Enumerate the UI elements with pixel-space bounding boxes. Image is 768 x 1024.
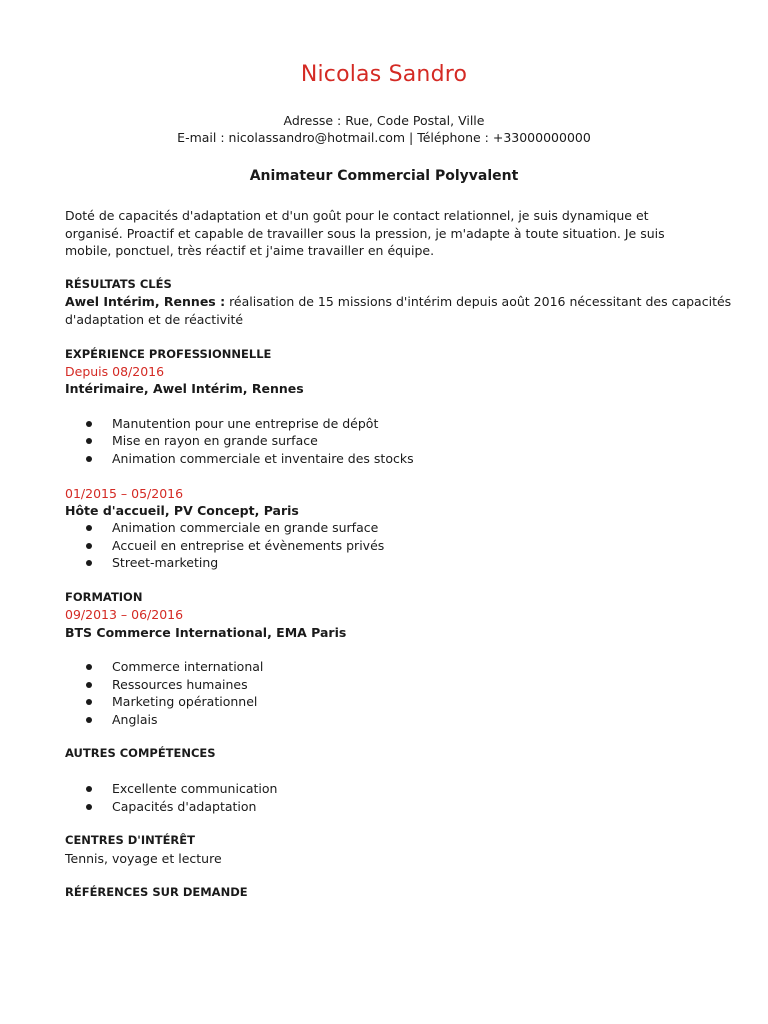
bullet-text: Excellente communication [112, 781, 278, 796]
bullet-icon [86, 717, 92, 723]
bullet-text: Animation commerciale en grande surface [112, 520, 379, 535]
bullet-icon [86, 525, 92, 531]
bullet-text: Manutention pour une entreprise de dépôt [112, 416, 379, 431]
job-2-date: 01/2015 – 05/2016 [65, 486, 184, 501]
bullet-icon [86, 421, 92, 427]
interests-text: Tennis, voyage et lecture [65, 851, 222, 866]
education-degree: BTS Commerce International, EMA Paris [65, 625, 347, 640]
results-heading: RÉSULTATS CLÉS [65, 277, 172, 291]
results-company: Awel Intérim, Rennes : [65, 294, 226, 309]
bullet-text: Street-marketing [112, 555, 219, 570]
job-title: Animateur Commercial Polyvalent [249, 168, 519, 184]
results-text-1: réalisation de 15 missions d'intérim depuis août 2016 nécessitant des capacités [225, 294, 732, 309]
bullet-icon [86, 682, 92, 688]
interests-heading: CENTRES D'INTÉRÊT [65, 833, 195, 847]
bullet-text: Marketing opérationnel [112, 694, 258, 709]
bullet-text: Capacités d'adaptation [112, 799, 257, 814]
skills-heading: AUTRES COMPÉTENCES [65, 746, 216, 760]
bullet-text: Animation commerciale et inventaire des stocks [112, 451, 414, 466]
education-date: 09/2013 – 06/2016 [65, 607, 184, 622]
references-heading: RÉFÉRENCES SUR DEMANDE [65, 885, 248, 899]
bullet-icon [86, 456, 92, 462]
bullet-icon [86, 664, 92, 670]
summary-paragraph: Doté de capacités d'adaptation et d'un goût pour le contact relationnel, je suis dynamique et organisé. Proactif et capable de travailler sous la pression, je m'adapte à toute situation. Je suis mobile, ponctuel, très réactif et j'aime travailler en équipe. [65, 208, 665, 258]
bullet-icon [86, 543, 92, 549]
contact-line: E-mail : nicolassandro@hotmail.com | Téléphone : +33000000000 [177, 130, 591, 145]
address-line: Adresse : Rue, Code Postal, Ville [283, 113, 485, 128]
bullet-icon [86, 786, 92, 792]
candidate-name: Nicolas Sandro [300, 62, 468, 87]
results-line-2: d'adaptation et de réactivité [65, 312, 244, 327]
bullet-icon [86, 438, 92, 444]
bullet-icon [86, 804, 92, 810]
bullet-text: Mise en rayon en grande surface [112, 433, 318, 448]
job-1-role: Intérimaire, Awel Intérim, Rennes [65, 381, 304, 396]
job-1-date: Depuis 08/2016 [65, 364, 165, 379]
bullet-text: Ressources humaines [112, 677, 248, 692]
bullet-text: Accueil en entreprise et évènements privés [112, 538, 385, 553]
bullet-icon [86, 560, 92, 566]
bullet-text: Commerce international [112, 659, 264, 674]
bullet-icon [86, 699, 92, 705]
job-2-role: Hôte d'accueil, PV Concept, Paris [65, 503, 299, 518]
experience-heading: EXPÉRIENCE PROFESSIONNELLE [65, 347, 272, 361]
results-line-1 [65, 293, 732, 310]
bullet-text: Anglais [112, 712, 158, 727]
education-heading: FORMATION [65, 590, 143, 604]
